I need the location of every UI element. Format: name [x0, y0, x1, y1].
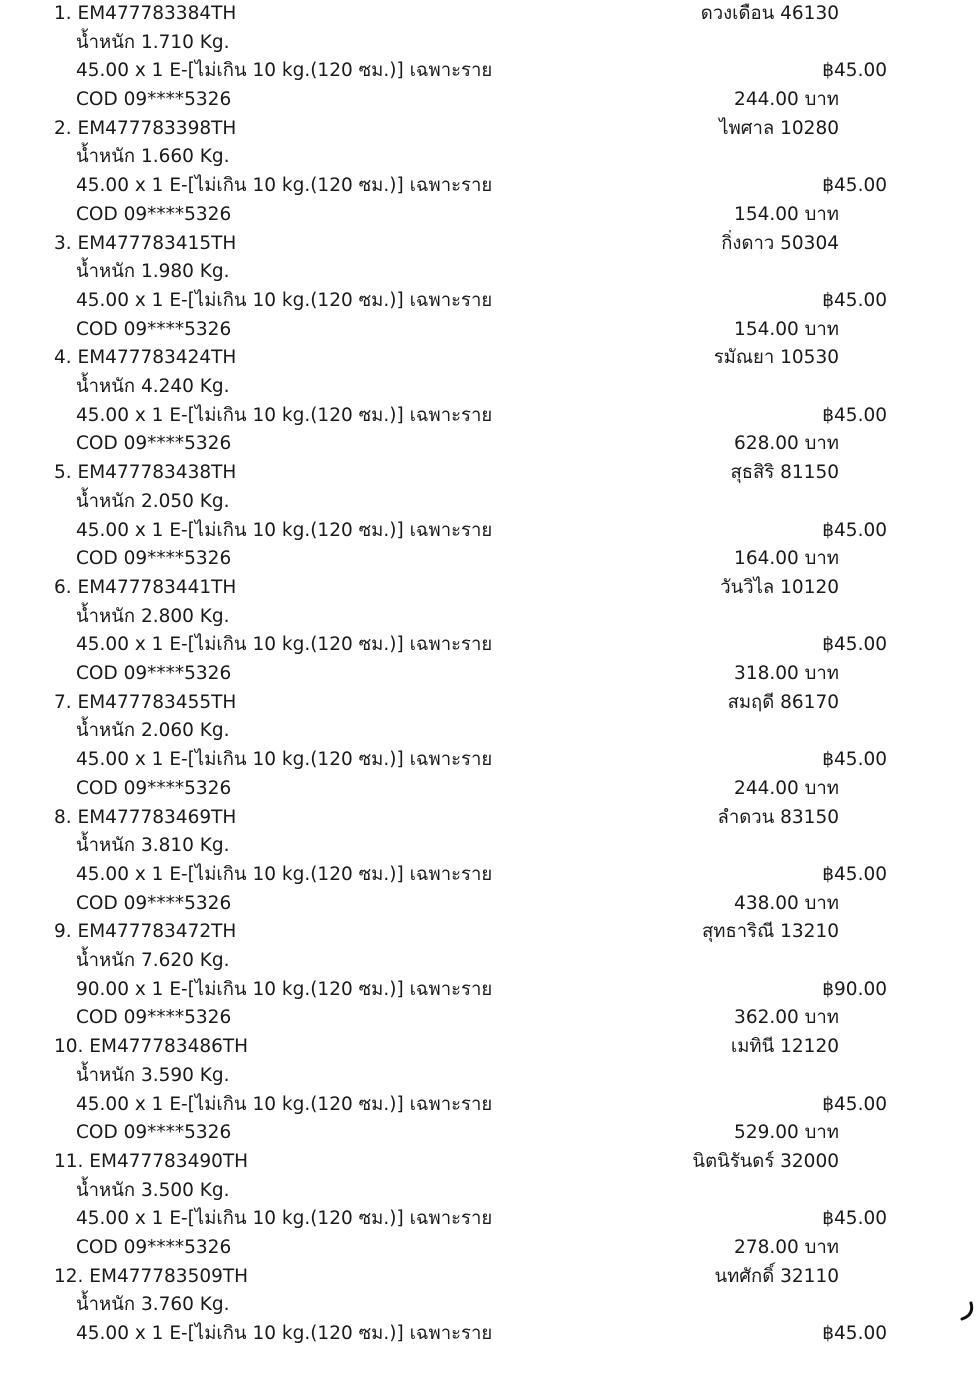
tracking-number: 9. EM477783472TH: [54, 921, 237, 943]
entry-header-line: [0, 459, 980, 488]
tracking-number: 11. EM477783490TH: [54, 1151, 249, 1172]
service-price: ฿45.00: [822, 175, 887, 197]
weight-line: [0, 1062, 980, 1091]
entry-header-line: [0, 1148, 980, 1177]
weight-line: [0, 717, 980, 746]
cod-line: [0, 316, 980, 345]
tracking-number: 1. EM477783384TH: [54, 3, 237, 24]
parcel-weight: น้ำหนัก 4.240 Kg.: [76, 376, 230, 398]
cod-line: [0, 430, 980, 459]
service-description: 45.00 x 1 E-[ไม่เกิน 10 kg.(120 ซม.)] เฉพาะราย: [76, 1208, 493, 1230]
cod-line: [0, 1119, 980, 1148]
entry-header-line: [0, 0, 980, 29]
service-line: [0, 1091, 980, 1120]
cod-line: [0, 660, 980, 689]
cod-amount: 154.00 บาท: [734, 318, 839, 340]
parcel-weight: น้ำหนัก 2.050 Kg.: [76, 490, 230, 512]
recipient-destination: รมัณยา 10530: [713, 347, 839, 369]
entry-header-line: [0, 1033, 980, 1062]
cod-phone: COD 09****5326: [76, 89, 232, 111]
cod-amount: 438.00 บาท: [734, 892, 839, 914]
tracking-number: 10. EM477783486TH: [54, 1036, 249, 1058]
cod-phone: COD 09****5326: [76, 892, 232, 914]
service-line: [0, 631, 980, 660]
cod-amount: 318.00 บาท: [734, 663, 839, 685]
service-description: 45.00 x 1 E-[ไม่เกิน 10 kg.(120 ซม.)] เฉพาะราย: [76, 863, 493, 885]
recipient-destination: เมทินี 12120: [730, 1036, 839, 1058]
service-line: [0, 976, 980, 1005]
parcel-weight: น้ำหนัก 1.660 Kg.: [76, 146, 230, 168]
cod-amount: 529.00 บาท: [734, 1122, 839, 1144]
service-price: ฿45.00: [822, 863, 887, 885]
weight-line: [0, 832, 980, 861]
service-description: 45.00 x 1 E-[ไม่เกิน 10 kg.(120 ซม.)] เฉพาะราย: [76, 1323, 493, 1345]
cod-phone: COD 09****5326: [76, 663, 232, 685]
cod-phone: COD 09****5326: [76, 1237, 232, 1259]
service-price: ฿45.00: [822, 519, 887, 541]
parcel-weight: น้ำหนัก 3.500 Kg.: [76, 1179, 230, 1201]
tracking-number: 6. EM477783441TH: [54, 577, 237, 598]
service-price: ฿45.00: [822, 404, 887, 426]
parcel-weight: น้ำหนัก 3.810 Kg.: [76, 835, 230, 857]
entry-header-line: [0, 918, 980, 947]
service-description: 45.00 x 1 E-[ไม่เกิน 10 kg.(120 ซม.)] เฉพาะราย: [76, 175, 493, 197]
corner-curl-icon: [956, 1301, 976, 1323]
recipient-destination: ดวงเดือน 46130: [700, 3, 839, 24]
weight-line: [0, 143, 980, 172]
recipient-destination: กิ่งดาว 50304: [721, 232, 839, 254]
service-price: ฿45.00: [822, 1323, 887, 1345]
service-line: [0, 57, 980, 86]
recipient-destination: ไพศาล 10280: [719, 117, 839, 139]
entry-header-line: [0, 115, 980, 144]
service-price: ฿45.00: [822, 1208, 887, 1230]
shipment-entry: [0, 1263, 980, 1345]
service-description: 90.00 x 1 E-[ไม่เกิน 10 kg.(120 ซม.)] เฉพาะราย: [76, 978, 493, 1000]
cod-phone: COD 09****5326: [76, 318, 232, 340]
service-line: [0, 861, 980, 890]
cod-amount: 628.00 บาท: [734, 433, 839, 455]
service-description: 45.00 x 1 E-[ไม่เกิน 10 kg.(120 ซม.)] เฉพาะราย: [76, 289, 493, 311]
tracking-number: 3. EM477783415TH: [54, 232, 237, 254]
cod-amount: 362.00 บาท: [734, 1007, 839, 1029]
recipient-destination: วันวิไล 10120: [720, 577, 839, 598]
parcel-weight: น้ำหนัก 1.710 Kg.: [76, 31, 230, 53]
cod-line: [0, 1234, 980, 1263]
recipient-destination: สมฤดี 86170: [727, 691, 839, 713]
service-description: 45.00 x 1 E-[ไม่เกิน 10 kg.(120 ซม.)] เฉพาะราย: [76, 60, 493, 82]
tracking-number: 7. EM477783455TH: [54, 691, 237, 713]
cod-phone: COD 09****5326: [76, 203, 232, 225]
service-line: [0, 746, 980, 775]
service-price: ฿45.00: [822, 1093, 887, 1115]
weight-line: [0, 488, 980, 517]
weight-line: [0, 258, 980, 287]
weight-line: [0, 1177, 980, 1206]
service-price: ฿45.00: [822, 60, 887, 82]
parcel-weight: น้ำหนัก 2.800 Kg.: [76, 605, 230, 627]
cod-line: [0, 890, 980, 919]
service-description: 45.00 x 1 E-[ไม่เกิน 10 kg.(120 ซม.)] เฉพาะราย: [76, 749, 493, 771]
service-line: [0, 1205, 980, 1234]
weight-line: [0, 29, 980, 58]
cod-line: [0, 1004, 980, 1033]
service-description: 45.00 x 1 E-[ไม่เกิน 10 kg.(120 ซม.)] เฉพาะราย: [76, 1093, 493, 1115]
service-line: [0, 1320, 980, 1349]
service-line: [0, 402, 980, 431]
cod-line: [0, 545, 980, 574]
cod-amount: 244.00 บาท: [734, 89, 839, 111]
cod-phone: COD 09****5326: [76, 548, 232, 570]
tracking-number: 2. EM477783398TH: [54, 117, 237, 139]
service-description: 45.00 x 1 E-[ไม่เกิน 10 kg.(120 ซม.)] เฉพาะราย: [76, 634, 493, 656]
tracking-number: 4. EM477783424TH: [54, 347, 237, 369]
entry-header-line: [0, 804, 980, 833]
parcel-weight: น้ำหนัก 1.980 Kg.: [76, 261, 230, 283]
recipient-destination: นิตนิรันดร์ 32000: [692, 1151, 839, 1172]
cod-amount: 244.00 บาท: [734, 777, 839, 799]
recipient-destination: นทศักดิ์ 32110: [714, 1265, 839, 1287]
parcel-weight: น้ำหนัก 7.620 Kg.: [76, 950, 230, 972]
entry-header-line: [0, 1263, 980, 1292]
parcel-weight: น้ำหนัก 2.060 Kg.: [76, 720, 230, 742]
cod-line: [0, 86, 980, 115]
service-price: ฿45.00: [822, 289, 887, 311]
service-line: [0, 287, 980, 316]
entry-header-line: [0, 574, 980, 603]
cod-amount: 154.00 บาท: [734, 203, 839, 225]
weight-line: [0, 603, 980, 632]
tracking-number: 5. EM477783438TH: [54, 462, 237, 484]
service-price: ฿45.00: [822, 749, 887, 771]
cod-amount: 278.00 บาท: [734, 1237, 839, 1259]
recipient-destination: ลำดวน 83150: [717, 806, 839, 828]
tracking-number: 8. EM477783469TH: [54, 806, 237, 828]
recipient-destination: สุธสิริ 81150: [730, 462, 839, 484]
cod-amount: 164.00 บาท: [734, 548, 839, 570]
cod-line: [0, 201, 980, 230]
service-line: [0, 517, 980, 546]
entry-header-line: [0, 230, 980, 259]
weight-line: [0, 947, 980, 976]
service-line: [0, 172, 980, 201]
recipient-destination: สุทธาริณี 13210: [702, 921, 839, 943]
service-price: ฿90.00: [822, 978, 887, 1000]
cod-phone: COD 09****5326: [76, 1007, 232, 1029]
cod-line: [0, 775, 980, 804]
service-price: ฿45.00: [822, 634, 887, 656]
cod-phone: COD 09****5326: [76, 777, 232, 799]
service-description: 45.00 x 1 E-[ไม่เกิน 10 kg.(120 ซม.)] เฉพาะราย: [76, 404, 493, 426]
cod-phone: COD 09****5326: [76, 1122, 232, 1144]
entry-header-line: [0, 344, 980, 373]
entry-header-line: [0, 689, 980, 718]
parcel-weight: น้ำหนัก 3.590 Kg.: [76, 1064, 230, 1086]
cod-phone: COD 09****5326: [76, 433, 232, 455]
weight-line: [0, 373, 980, 402]
weight-line: [0, 1291, 980, 1320]
service-description: 45.00 x 1 E-[ไม่เกิน 10 kg.(120 ซม.)] เฉพาะราย: [76, 519, 493, 541]
tracking-number: 12. EM477783509TH: [54, 1265, 249, 1287]
parcel-weight: น้ำหนัก 3.760 Kg.: [76, 1294, 230, 1316]
